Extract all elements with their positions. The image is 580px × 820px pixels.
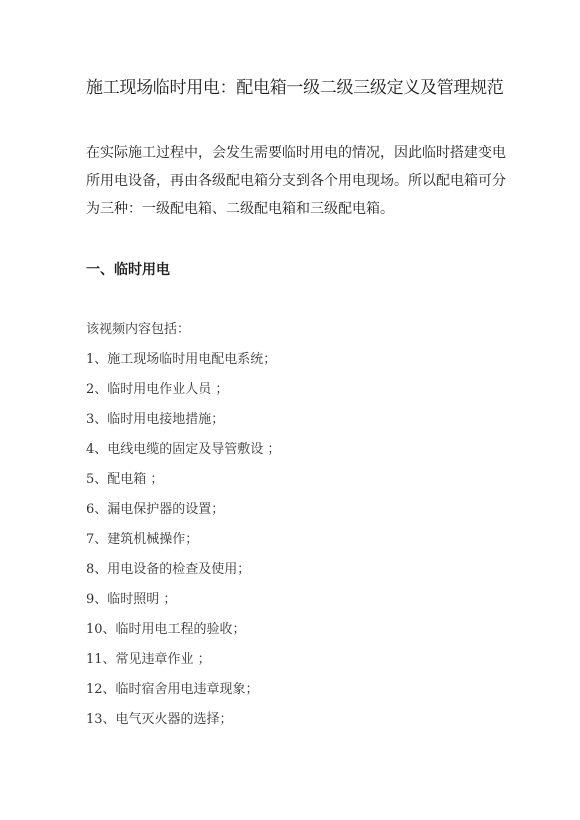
list-item: 3、临时用电接地措施；	[86, 412, 225, 427]
list-item: 13、电气灭火器的选择；	[86, 712, 233, 727]
section-heading: 一、临时用电	[86, 262, 170, 278]
list-item: 5、配电箱 ；	[86, 472, 164, 487]
intro-line: 为三种：一级配电箱、二级配电箱和三级配电箱。	[86, 201, 394, 217]
list-intro: 该视频内容包括：	[86, 322, 191, 337]
list-item: 2、临时用电作业人员 ；	[86, 382, 229, 397]
list-item: 9、临时照明 ；	[86, 592, 177, 607]
intro-paragraph	[86, 139, 506, 223]
list-item: 8、用电设备的检查及使用；	[86, 562, 251, 577]
list-item: 4、电线电缆的固定及导管敷设 ；	[86, 442, 281, 457]
page-title: 施工现场临时用电：配电箱一级二级三级定义及管理规范	[86, 78, 504, 98]
content-list	[86, 350, 280, 740]
list-item: 11、常见违章作业 ；	[86, 652, 211, 667]
intro-line: 所用电设备，再由各级配电箱分支到各个用电现场。所以配电箱可分	[86, 173, 506, 189]
list-item: 7、建筑机械操作；	[86, 532, 199, 547]
list-item: 10、临时用电工程的验收；	[86, 622, 246, 637]
list-item: 6、漏电保护器的设置；	[86, 502, 225, 517]
list-item: 12、临时宿舍用电违章现象；	[86, 682, 259, 697]
intro-line: 在实际施工过程中，会发生需要临时用电的情况，因此临时搭建变电	[86, 145, 506, 161]
list-item: 1、施工现场临时用电配电系统；	[86, 352, 277, 367]
